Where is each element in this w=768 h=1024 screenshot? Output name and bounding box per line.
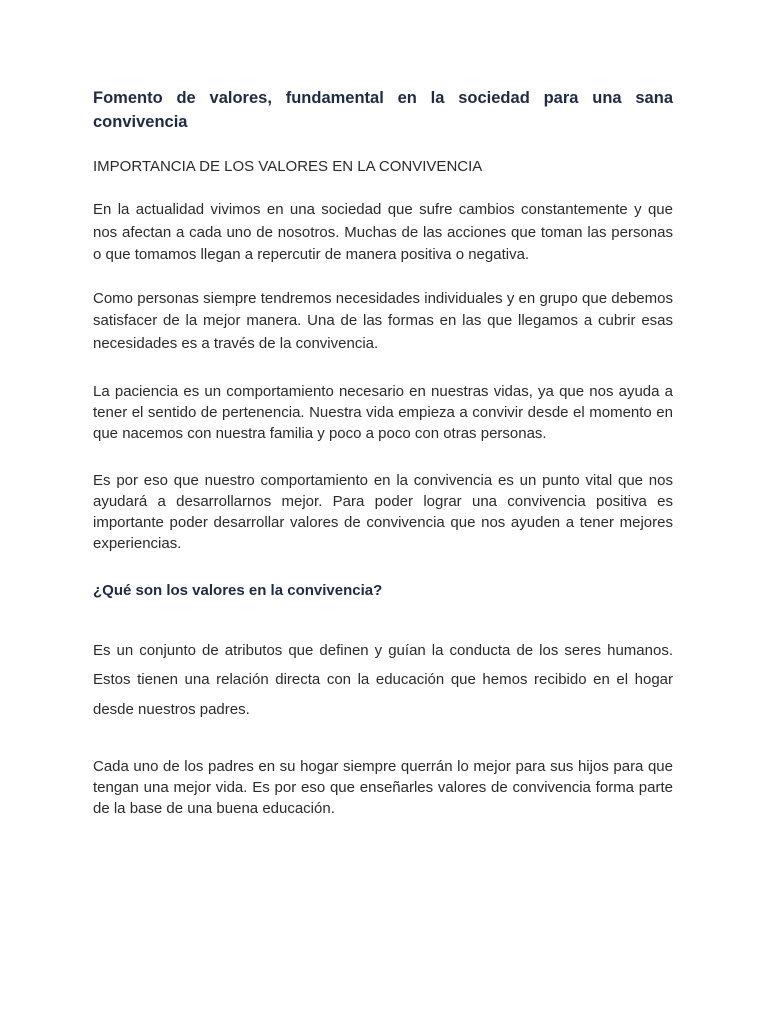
paragraph: En la actualidad vivimos en una sociedad que sufre cambios constantemente y que nos afectan a cada uno de nosotros. Muchas de las acciones que toman las personas o que tomamos llegan a repercutir de manera positiva o negativa. [93, 201, 673, 263]
paragraph: Es por eso que nuestro comportamiento en la convivencia es un punto vital que nos ayudará a desarrollarnos mejor. Para poder lograr una convivencia positiva es importante poder desarrollar valores de convivencia que nos ayuden a tener mejores experiencias. [93, 472, 673, 552]
paragraph: La paciencia es un comportamiento necesario en nuestras vidas, ya que nos ayuda a tener el sentido de pertenencia. Nuestra vida empieza a convivir desde el momento en que nacemos con nuestra familia y poco a poco con otras personas. [93, 383, 673, 442]
paragraph: Es un conjunto de atributos que definen y guían la conducta de los seres humanos. Estos tienen una relación directa con la educación que hemos recibido en el hogar desde nuestros padres. [93, 641, 673, 718]
paragraph: Cada uno de los padres en su hogar siempre querrán lo mejor para sus hijos para que tengan una mejor vida. Es por eso que enseñarles valores de convivencia forma parte de la base de una buena educación. [93, 758, 673, 817]
document-title: Fomento de valores, fundamental en la sociedad para una sana convivencia [93, 89, 673, 131]
section-subtitle: IMPORTANCIA DE LOS VALORES EN LA CONVIVENCIA [93, 158, 483, 175]
document-page [93, 86, 673, 819]
paragraph: Como personas siempre tendremos necesidades individuales y en grupo que debemos satisfacer de la mejor manera. Una de las formas en las que llegamos a cubrir esas necesidades es a través de la convivencia. [93, 289, 673, 352]
question-heading: ¿Qué son los valores en la convivencia? [93, 581, 383, 599]
